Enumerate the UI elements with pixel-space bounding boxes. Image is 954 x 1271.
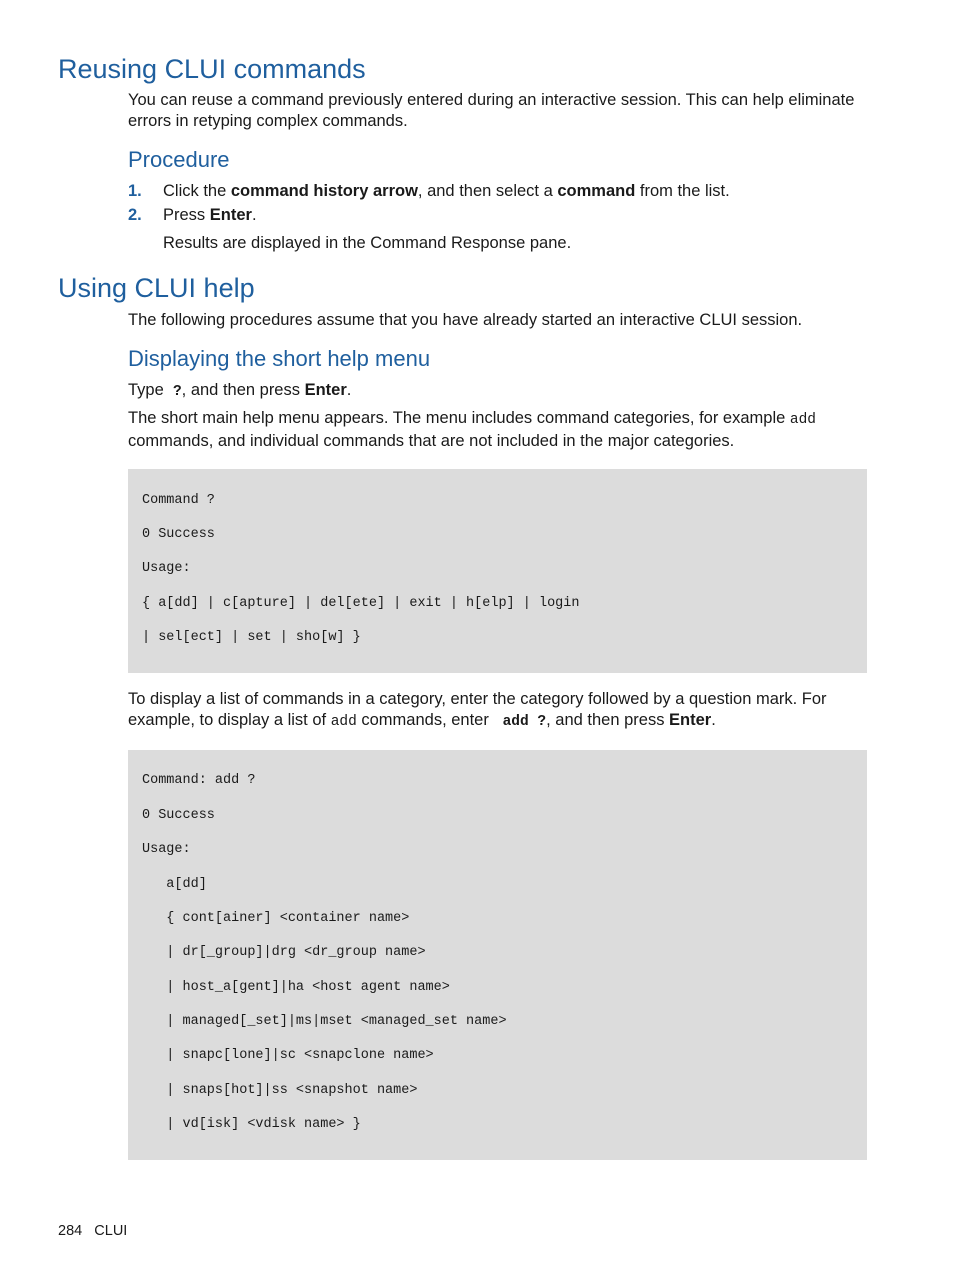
enter-key-term: Enter bbox=[304, 381, 347, 399]
type-instruction: Type ?, and then press Enter. bbox=[128, 381, 352, 400]
code-line: | vd[isk] <vdisk name> } bbox=[142, 1117, 361, 1132]
page-footer bbox=[58, 1223, 127, 1239]
category-help-paragraph: To display a list of commands in a category, enter the category followed by a question mark. For example, to display a list of add commands, enter add ?, and then press Enter. bbox=[128, 690, 827, 730]
code-line: Command ? bbox=[142, 493, 215, 508]
code-line: { cont[ainer] <container name> bbox=[142, 911, 410, 926]
code-line: | snaps[hot]|ss <snapshot name> bbox=[142, 1083, 418, 1098]
code-line: 0 Success bbox=[142, 808, 215, 823]
add-code: add bbox=[789, 412, 816, 428]
intro-line-1: You can reuse a command previously entered during an interactive session. This can help eliminate bbox=[128, 91, 855, 109]
step-result: Results are displayed in the Command Response pane. bbox=[163, 234, 572, 252]
code-line: Command: add ? bbox=[142, 773, 256, 788]
add-question-code: add ? bbox=[502, 714, 547, 730]
code-line: { a[dd] | c[apture] | del[ete] | exit | h[elp] | login bbox=[142, 596, 580, 611]
short-help-subheading: Displaying the short help menu bbox=[128, 346, 431, 371]
step-1-number: 1. bbox=[128, 182, 142, 200]
code-block-add-help bbox=[128, 750, 867, 1160]
code-line: | sel[ect] | set | sho[w] } bbox=[142, 630, 361, 645]
code-line: | snapc[lone]|sc <snapclone name> bbox=[142, 1048, 434, 1063]
help-intro: The following procedures assume that you have already started an interactive CLUI session. bbox=[128, 311, 803, 329]
code-line: | dr[_group]|drg <dr_group name> bbox=[142, 945, 426, 960]
code-line: a[dd] bbox=[142, 877, 207, 892]
add-code: add bbox=[330, 714, 357, 730]
code-block-short-help bbox=[128, 469, 867, 673]
reusing-intro bbox=[128, 90, 854, 132]
step-2-text: Press Enter. bbox=[163, 206, 257, 224]
question-mark-code: ? bbox=[172, 384, 182, 400]
step-2-number: 2. bbox=[128, 206, 142, 224]
code-line: | host_a[gent]|ha <host agent name> bbox=[142, 980, 450, 995]
code-line: Usage: bbox=[142, 561, 191, 576]
help-menu-description: The short main help menu appears. The menu includes command categories, for example add commands, and individual commands that are not included in the major categories. bbox=[128, 409, 816, 450]
code-line: Usage: bbox=[142, 842, 191, 857]
chapter-name: CLUI bbox=[94, 1223, 128, 1239]
section-title-reusing: Reusing CLUI commands bbox=[58, 54, 366, 84]
step-1-text: Click the command history arrow, and then select a command from the list. bbox=[163, 182, 730, 200]
intro-line-2: errors in retyping complex commands. bbox=[128, 112, 408, 130]
page-number: 284 bbox=[58, 1223, 83, 1239]
command-history-arrow-term: command history arrow bbox=[230, 182, 418, 200]
command-term: command bbox=[557, 182, 636, 200]
section-title-using-help: Using CLUI help bbox=[58, 273, 255, 303]
enter-key-term: Enter bbox=[669, 711, 712, 729]
code-line: | managed[_set]|ms|mset <managed_set name> bbox=[142, 1014, 507, 1029]
procedure-heading: Procedure bbox=[128, 147, 230, 172]
code-line: 0 Success bbox=[142, 527, 215, 542]
enter-key-term: Enter bbox=[209, 206, 252, 224]
